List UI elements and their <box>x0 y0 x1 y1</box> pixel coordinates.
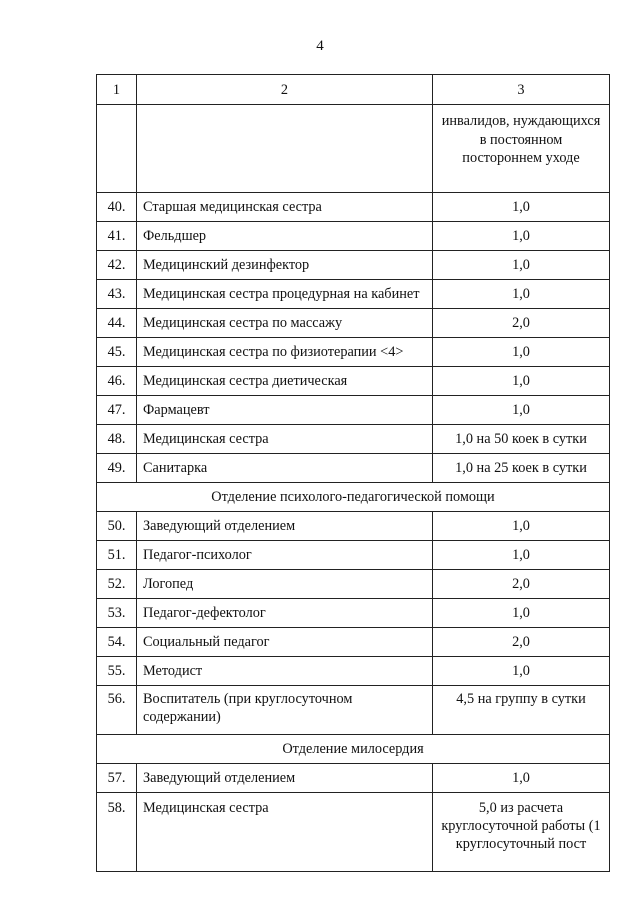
table-row <box>97 628 610 657</box>
row-number: 57. <box>97 764 137 793</box>
table-row <box>97 686 610 735</box>
table-row <box>97 541 610 570</box>
header-col-1: 1 <box>97 75 137 105</box>
row-number: 58. <box>97 793 137 872</box>
continuation-value-cell: инвалидов, нуждающихся в постоянном постороннем уходе <box>433 105 610 193</box>
staff-count: 1,0 <box>433 251 610 280</box>
staff-count: 2,0 <box>433 570 610 599</box>
header-col-3: 3 <box>433 75 610 105</box>
row-number: 46. <box>97 367 137 396</box>
row-number: 54. <box>97 628 137 657</box>
table-row <box>97 454 610 483</box>
position-name: Медицинская сестра по физиотерапии <4> <box>137 338 433 367</box>
staff-count: 1,0 <box>433 222 610 251</box>
position-name: Заведующий отделением <box>137 764 433 793</box>
table-header-row <box>97 75 610 105</box>
row-number: 56. <box>97 686 137 735</box>
row-number: 52. <box>97 570 137 599</box>
position-name: Социальный педагог <box>137 628 433 657</box>
table-row <box>97 570 610 599</box>
row-number: 51. <box>97 541 137 570</box>
row-number: 55. <box>97 657 137 686</box>
header-col-2: 2 <box>137 75 433 105</box>
row-number: 47. <box>97 396 137 425</box>
table-row <box>97 193 610 222</box>
staff-count: 1,0 <box>433 367 610 396</box>
continuation-row <box>97 105 610 193</box>
staff-count: 1,0 <box>433 657 610 686</box>
staff-count: 1,0 <box>433 396 610 425</box>
staff-count: 4,5 на группу в сутки <box>433 686 610 735</box>
staff-count: 1,0 <box>433 599 610 628</box>
position-name: Логопед <box>137 570 433 599</box>
position-name: Медицинская сестра <box>137 793 433 872</box>
section-title: Отделение милосердия <box>97 735 610 764</box>
row-number: 42. <box>97 251 137 280</box>
staff-count: 1,0 <box>433 541 610 570</box>
table-row <box>97 309 610 338</box>
table-row <box>97 764 610 793</box>
position-name: Медицинская сестра <box>137 425 433 454</box>
continuation-name-cell <box>137 105 433 193</box>
page-number: 4 <box>316 38 324 54</box>
position-name: Старшая медицинская сестра <box>137 193 433 222</box>
table-row <box>97 251 610 280</box>
table-row <box>97 396 610 425</box>
staff-count: 1,0 <box>433 764 610 793</box>
staff-count: 2,0 <box>433 628 610 657</box>
row-number: 40. <box>97 193 137 222</box>
row-number: 53. <box>97 599 137 628</box>
staff-count: 1,0 <box>433 280 610 309</box>
section-row <box>97 735 610 764</box>
row-number: 49. <box>97 454 137 483</box>
position-name: Медицинская сестра процедурная на кабинет <box>137 280 433 309</box>
staffing-table <box>96 74 610 872</box>
staff-count: 1,0 <box>433 193 610 222</box>
table-row <box>97 512 610 541</box>
row-number: 48. <box>97 425 137 454</box>
position-name: Педагог-дефектолог <box>137 599 433 628</box>
position-name: Санитарка <box>137 454 433 483</box>
staff-count: 2,0 <box>433 309 610 338</box>
row-number: 43. <box>97 280 137 309</box>
section-row <box>97 483 610 512</box>
continuation-num-cell <box>97 105 137 193</box>
table-row <box>97 280 610 309</box>
position-name: Медицинский дезинфектор <box>137 251 433 280</box>
row-number: 50. <box>97 512 137 541</box>
table-row <box>97 599 610 628</box>
staff-count: 1,0 на 25 коек в сутки <box>433 454 610 483</box>
position-name: Фельдшер <box>137 222 433 251</box>
table-row <box>97 338 610 367</box>
position-name: Медицинская сестра по массажу <box>137 309 433 338</box>
row-number: 45. <box>97 338 137 367</box>
table-row <box>97 657 610 686</box>
row-number: 41. <box>97 222 137 251</box>
row-number: 44. <box>97 309 137 338</box>
position-name: Педагог-психолог <box>137 541 433 570</box>
table-row <box>97 222 610 251</box>
position-name: Методист <box>137 657 433 686</box>
staff-count: 1,0 <box>433 338 610 367</box>
table-row <box>97 425 610 454</box>
staff-count: 1,0 на 50 коек в сутки <box>433 425 610 454</box>
table-row <box>97 793 610 872</box>
staff-count: 1,0 <box>433 512 610 541</box>
position-name: Заведующий отделением <box>137 512 433 541</box>
table-row <box>97 367 610 396</box>
section-title: Отделение психолого-педагогической помощи <box>97 483 610 512</box>
position-name: Медицинская сестра диетическая <box>137 367 433 396</box>
staff-count: 5,0 из расчета круглосуточной работы (1 круглосуточный пост <box>433 793 610 872</box>
position-name: Воспитатель (при круглосуточном содержании) <box>137 686 433 735</box>
position-name: Фармацевт <box>137 396 433 425</box>
